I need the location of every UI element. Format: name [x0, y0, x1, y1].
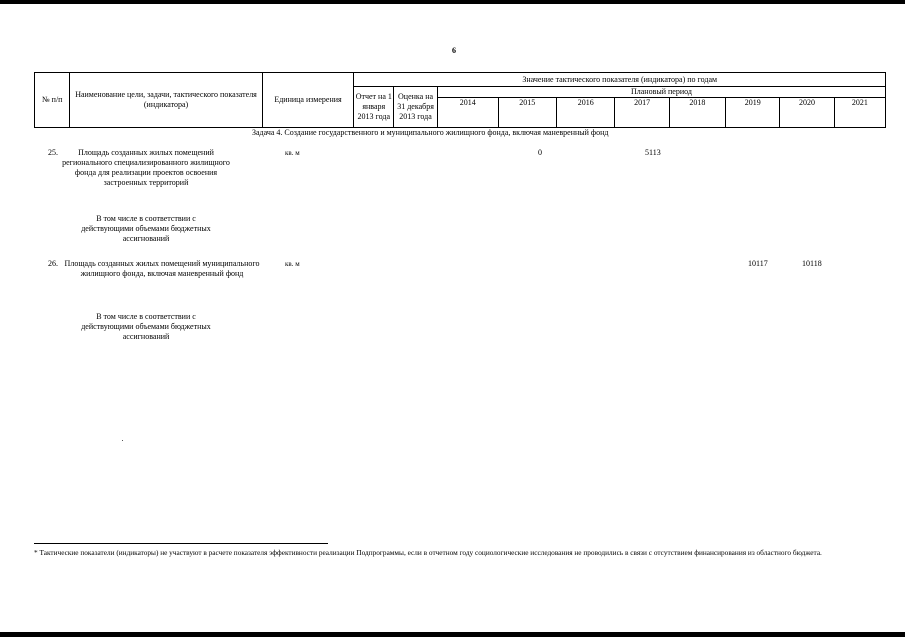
row-26-value-2020: 10118	[802, 259, 822, 268]
col-num-header: № п/п	[35, 73, 70, 128]
top-border	[0, 0, 905, 4]
year-header: 2018	[669, 98, 725, 128]
year-header: 2015	[498, 98, 556, 128]
row-26-number: 26.	[48, 259, 58, 268]
row-26-name: Площадь созданных жилых помещений муниципального жилищного фонда, включая маневренный фонд	[64, 259, 260, 278]
row-26-sub-label: В том числе в соответствии с действующими объемами бюджетных ассигнований	[81, 312, 211, 341]
footnote: * Тактические показатели (индикаторы) не участвуют в расчете показателя эффективности реализации Подпрограммы, если в отчетном году социологические исследования не проводились в связи с отсутствием финансирования из областного бюджета.	[34, 548, 822, 557]
year-header: 2016	[556, 98, 614, 128]
col-unit-header: Единица измерения	[262, 73, 354, 128]
year-header: 2020	[780, 98, 834, 128]
row-25-name: Площадь созданных жилых помещений регионального специализированного жилищного фонда для реализации проектов освоения застроенных территорий	[62, 148, 230, 187]
indicator-table-header	[34, 72, 886, 128]
row-25-unit: кв. м	[285, 149, 300, 157]
col-plan-header: Плановый период	[437, 87, 885, 98]
row-25-value-2015: 0	[538, 148, 542, 157]
footnote-rule	[34, 543, 328, 544]
row-25-value-2017: 5113	[645, 148, 661, 157]
row-25-number: 25.	[48, 148, 58, 157]
year-header: 2014	[437, 98, 498, 128]
row-26-value-2019: 10117	[748, 259, 768, 268]
col-report-header: Отчет на 1 января 2013 года	[354, 87, 394, 128]
year-header: 2017	[615, 98, 669, 128]
col-name-header: Наименование цели, задачи, тактического показателя (индикатора)	[70, 73, 262, 128]
bottom-border	[0, 632, 905, 637]
col-values-header: Значение тактического показателя (индикатора) по годам	[354, 73, 886, 87]
year-header: 2021	[834, 98, 885, 128]
row-26-unit: кв. м	[285, 260, 300, 268]
task-title: Задача 4. Создание государственного и муниципального жилищного фонда, включая маневренный фонд	[252, 128, 609, 137]
col-estimate-header: Оценка на 31 декабря 2013 года	[394, 87, 438, 128]
row-25-sub-label: В том числе в соответствии с действующими объемами бюджетных ассигнований	[81, 214, 211, 243]
page-number: 6	[452, 46, 456, 55]
year-header: 2019	[726, 98, 780, 128]
scan-speck	[122, 440, 123, 441]
